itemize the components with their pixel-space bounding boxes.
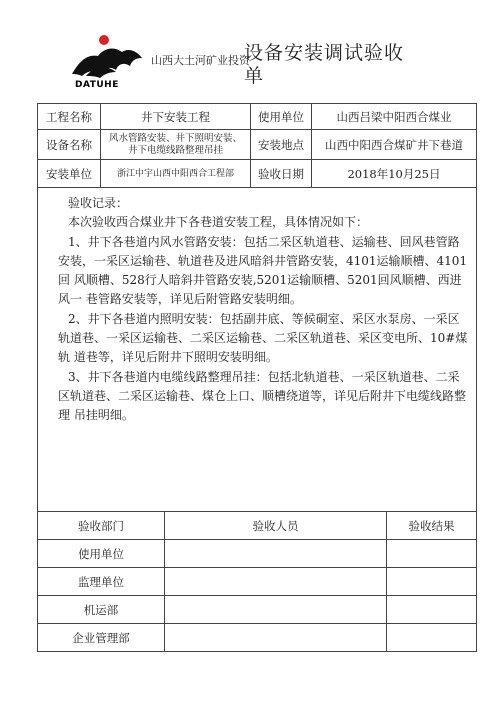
use-unit-label: 使用单位 [250,103,312,130]
logo-text: DATUHE [75,80,119,90]
signoff-row-dept: 使用单位 [37,539,165,568]
signoff-row-result[interactable] [386,595,477,624]
record-item-1: 1、井下各巷道内风水管路安装：包括二采区轨道巷、运输巷、回风巷管路 安装，一采区运输巷、轨道巷及进风暗斜井管路安装，4101运输顺槽、4101回 风顺槽、528行人暗斜井管路安装,5201运输顺槽、5201回风顺槽、西进风一 巷管路安装等，详见后附管路安装明细。 [58,234,468,307]
signoff-person-header: 验收人员 [164,511,387,540]
signoff-row-dept: 监理单位 [37,567,165,596]
signoff-dept-header: 验收部门 [37,511,165,540]
signoff-row-dept: 机运部 [37,595,165,624]
company-name: 山西大土河矿业投资 [151,54,250,67]
record-intro: 本次验收西合煤业井下各巷道安装工程，具体情况如下： [68,215,369,230]
equipment-name-label: 设备名称 [37,129,101,160]
install-unit-label: 安装单位 [37,159,101,188]
acceptance-record [37,188,477,512]
install-location-label: 安装地点 [250,129,312,160]
record-item-2: 2、井下各巷道内照明安装：包括副井底、等候硐室、采区水泵房、一采区 轨道巷、一采区运输巷、二采区运输巷、二采区轨道巷、采区变电所、10#煤轨 道巷等，详见后附井下照明安装明细。 [58,311,468,365]
install-location-value: 山西中阳西合煤矿井下巷道 [311,129,477,160]
signoff-row-person[interactable] [164,539,387,568]
signoff-row-person[interactable] [164,567,387,596]
project-name-value: 井下安装工程 [100,103,251,130]
document-title: 设备安装调试验收单 [244,42,405,87]
signoff-row-person[interactable] [164,595,387,624]
signoff-row-result[interactable] [386,567,477,596]
signoff-result-header: 验收结果 [386,511,477,540]
use-unit-value: 山西吕梁中阳西合煤业 [311,103,477,130]
equipment-name-value: 风水管路安装、井下照明安装、井下电缆线路整理吊挂 [100,129,251,160]
project-name-label: 工程名称 [37,103,101,130]
signoff-row-dept: 企业管理部 [37,623,165,652]
signoff-row-result[interactable] [386,623,477,652]
signoff-row-result[interactable] [386,539,477,568]
acceptance-date-value: 2018年10月25日 [311,159,477,188]
record-heading: 验收记录： [68,196,129,210]
record-item-3: 3、井下各巷道内电缆线路整理吊挂：包括北轨道巷、一采区轨道巷、二采 区轨道巷、二采区运输巷、煤仓上口、顺槽绕道等，详见后附井下电缆线路整理 吊挂明细。 [58,369,467,423]
acceptance-date-label: 验收日期 [250,159,312,188]
signoff-row-person[interactable] [164,623,387,652]
install-unit-value: 浙江中宇山西中阳西合工程部 [100,159,251,188]
document-header [0,0,500,100]
